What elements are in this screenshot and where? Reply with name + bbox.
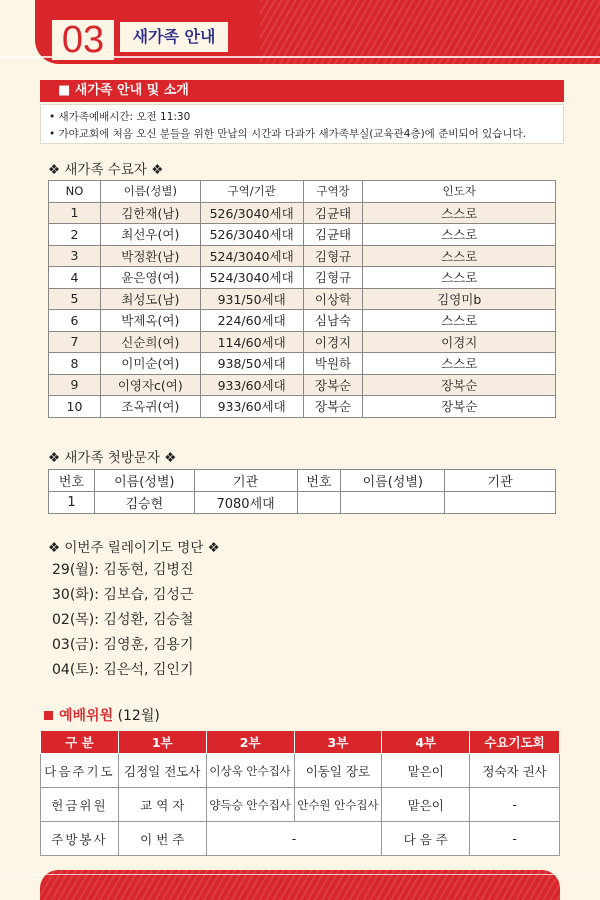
cell: 526/3040세대	[200, 202, 303, 224]
cell: 스스로	[363, 353, 556, 375]
header-pattern	[260, 0, 600, 64]
worship-month: (12월)	[117, 708, 160, 724]
cell: 3	[49, 245, 101, 267]
col-header: 구역/기관	[200, 181, 303, 203]
cell: 장복순	[363, 396, 556, 418]
intro-line: • 새가족예배시간: 오전 11:30	[49, 111, 191, 123]
cell: 김승현	[94, 492, 194, 514]
intro-line: • 가야교회에 처음 오신 분들을 위한 만남의 시간과 다과가 새가족부실(교육관4층)에 준비되어 있습니다.	[49, 128, 526, 140]
table-row	[41, 754, 560, 788]
row-header: 다음주기도	[41, 754, 119, 788]
col-header: NO	[49, 181, 101, 203]
cell: 7	[49, 331, 101, 353]
cell: 김균태	[303, 202, 363, 224]
cell: 박정환(남)	[100, 245, 200, 267]
table-header-row	[49, 181, 556, 203]
cell: 다 음 주	[382, 822, 470, 856]
cell: 10	[49, 396, 101, 418]
cell: 9	[49, 374, 101, 396]
cell: 최성도(남)	[100, 288, 200, 310]
cell: 2	[49, 224, 101, 246]
col-header: 이름(성별)	[341, 470, 445, 492]
cell: 조옥귀(여)	[100, 396, 200, 418]
table-row	[49, 396, 556, 418]
cell: 524/3040세대	[200, 245, 303, 267]
col-header: 2부	[206, 731, 294, 754]
cell: 박제옥(여)	[100, 310, 200, 332]
cell: 정숙자 권사	[470, 754, 560, 788]
list-item: 04(토): 김은석, 김인기	[52, 662, 194, 678]
col-header: 이름(성별)	[94, 470, 194, 492]
cell: 최선우(여)	[100, 224, 200, 246]
col-header: 인도자	[363, 181, 556, 203]
cell	[341, 492, 445, 514]
cell: 박원하	[303, 353, 363, 375]
col-header: 구역장	[303, 181, 363, 203]
cell: 이경지	[303, 331, 363, 353]
section-title: 새가족 안내	[120, 22, 228, 52]
cell: 김균태	[303, 224, 363, 246]
col-header: 기관	[445, 470, 556, 492]
cell: 526/3040세대	[200, 224, 303, 246]
cell: 이상학	[303, 288, 363, 310]
cell: 이동일 장로	[294, 754, 382, 788]
cell: 스스로	[363, 310, 556, 332]
cell: 스스로	[363, 245, 556, 267]
row-header: 헌금위원	[41, 788, 119, 822]
cell: 장복순	[303, 396, 363, 418]
cell: 8	[49, 353, 101, 375]
relay-heading: ❖ 이번주 릴레이기도 명단 ❖	[48, 540, 220, 556]
col-header: 기관	[194, 470, 297, 492]
intro-title: ■ 새가족 안내 및 소개	[40, 80, 564, 102]
cell: 6	[49, 310, 101, 332]
col-header: 번호	[297, 470, 341, 492]
cell: 김한재(남)	[100, 202, 200, 224]
list-item: 03(금): 김영훈, 김용기	[52, 637, 194, 653]
visitors-heading: ❖ 새가족 첫방문자 ❖	[48, 450, 177, 466]
cell: 심남숙	[303, 310, 363, 332]
list-item: 02(목): 김성환, 김승철	[52, 612, 194, 628]
table-row	[49, 492, 556, 514]
worship-table	[40, 730, 560, 856]
col-header: 4부	[382, 731, 470, 754]
cell: 맡은이	[382, 754, 470, 788]
cell: 맡은이	[382, 788, 470, 822]
graduates-heading: ❖ 새가족 수료자 ❖	[48, 162, 164, 178]
cell: 김형규	[303, 267, 363, 289]
cell	[297, 492, 341, 514]
graduates-table	[48, 180, 556, 418]
cell: 교 역 자	[118, 788, 206, 822]
table-row	[49, 245, 556, 267]
footer-divider	[0, 874, 600, 875]
table-row	[41, 822, 560, 856]
row-header: 주방봉사	[41, 822, 119, 856]
col-header: 번호	[49, 470, 95, 492]
intro-box	[40, 104, 564, 144]
cell: 이영자c(여)	[100, 374, 200, 396]
col-header: 이름(성별)	[100, 181, 200, 203]
table-row	[49, 202, 556, 224]
cell: 김영미b	[363, 288, 556, 310]
section-number: 03	[52, 20, 114, 60]
col-header: 3부	[294, 731, 382, 754]
cell: 7080세대	[194, 492, 297, 514]
cell: 524/3040세대	[200, 267, 303, 289]
cell: 스스로	[363, 202, 556, 224]
table-row	[49, 374, 556, 396]
cell: -	[470, 822, 560, 856]
col-header: 구 분	[41, 731, 119, 754]
table-row	[49, 331, 556, 353]
worship-title: 예배위원	[59, 708, 114, 724]
cell: 이 번 주	[118, 822, 206, 856]
cell: 938/50세대	[200, 353, 303, 375]
table-row	[49, 310, 556, 332]
table-row	[49, 353, 556, 375]
cell: 이미순(여)	[100, 353, 200, 375]
visitors-table	[48, 469, 556, 514]
cell: 스스로	[363, 224, 556, 246]
cell: 신순희(여)	[100, 331, 200, 353]
cell: 안수원 안수집사	[294, 788, 382, 822]
cell: 이상욱 안수집사	[206, 754, 294, 788]
square-icon	[44, 711, 53, 720]
cell: -	[470, 788, 560, 822]
cell: 933/60세대	[200, 374, 303, 396]
cell: 931/50세대	[200, 288, 303, 310]
cell: -	[206, 822, 382, 856]
cell: 5	[49, 288, 101, 310]
cell: 114/60세대	[200, 331, 303, 353]
cell: 224/60세대	[200, 310, 303, 332]
relay-list	[52, 558, 193, 683]
table-row	[49, 267, 556, 289]
cell: 4	[49, 267, 101, 289]
worship-heading	[44, 705, 160, 725]
cell: 양득승 안수집사	[206, 788, 294, 822]
list-item: 30(화): 김보습, 김성근	[52, 587, 194, 603]
table-header-row	[49, 470, 556, 492]
list-item: 29(월): 김동현, 김병진	[52, 562, 194, 578]
cell	[445, 492, 556, 514]
cell: 1	[49, 202, 101, 224]
table-row	[41, 788, 560, 822]
cell: 윤은영(여)	[100, 267, 200, 289]
cell: 1	[49, 492, 95, 514]
cell: 김형규	[303, 245, 363, 267]
table-row	[49, 224, 556, 246]
cell: 김정일 전도사	[118, 754, 206, 788]
cell: 장복순	[363, 374, 556, 396]
table-header-row	[41, 731, 560, 754]
cell: 스스로	[363, 267, 556, 289]
table-row	[49, 288, 556, 310]
col-header: 1부	[118, 731, 206, 754]
col-header: 수요기도회	[470, 731, 560, 754]
cell: 이경지	[363, 331, 556, 353]
cell: 장복순	[303, 374, 363, 396]
cell: 933/60세대	[200, 396, 303, 418]
